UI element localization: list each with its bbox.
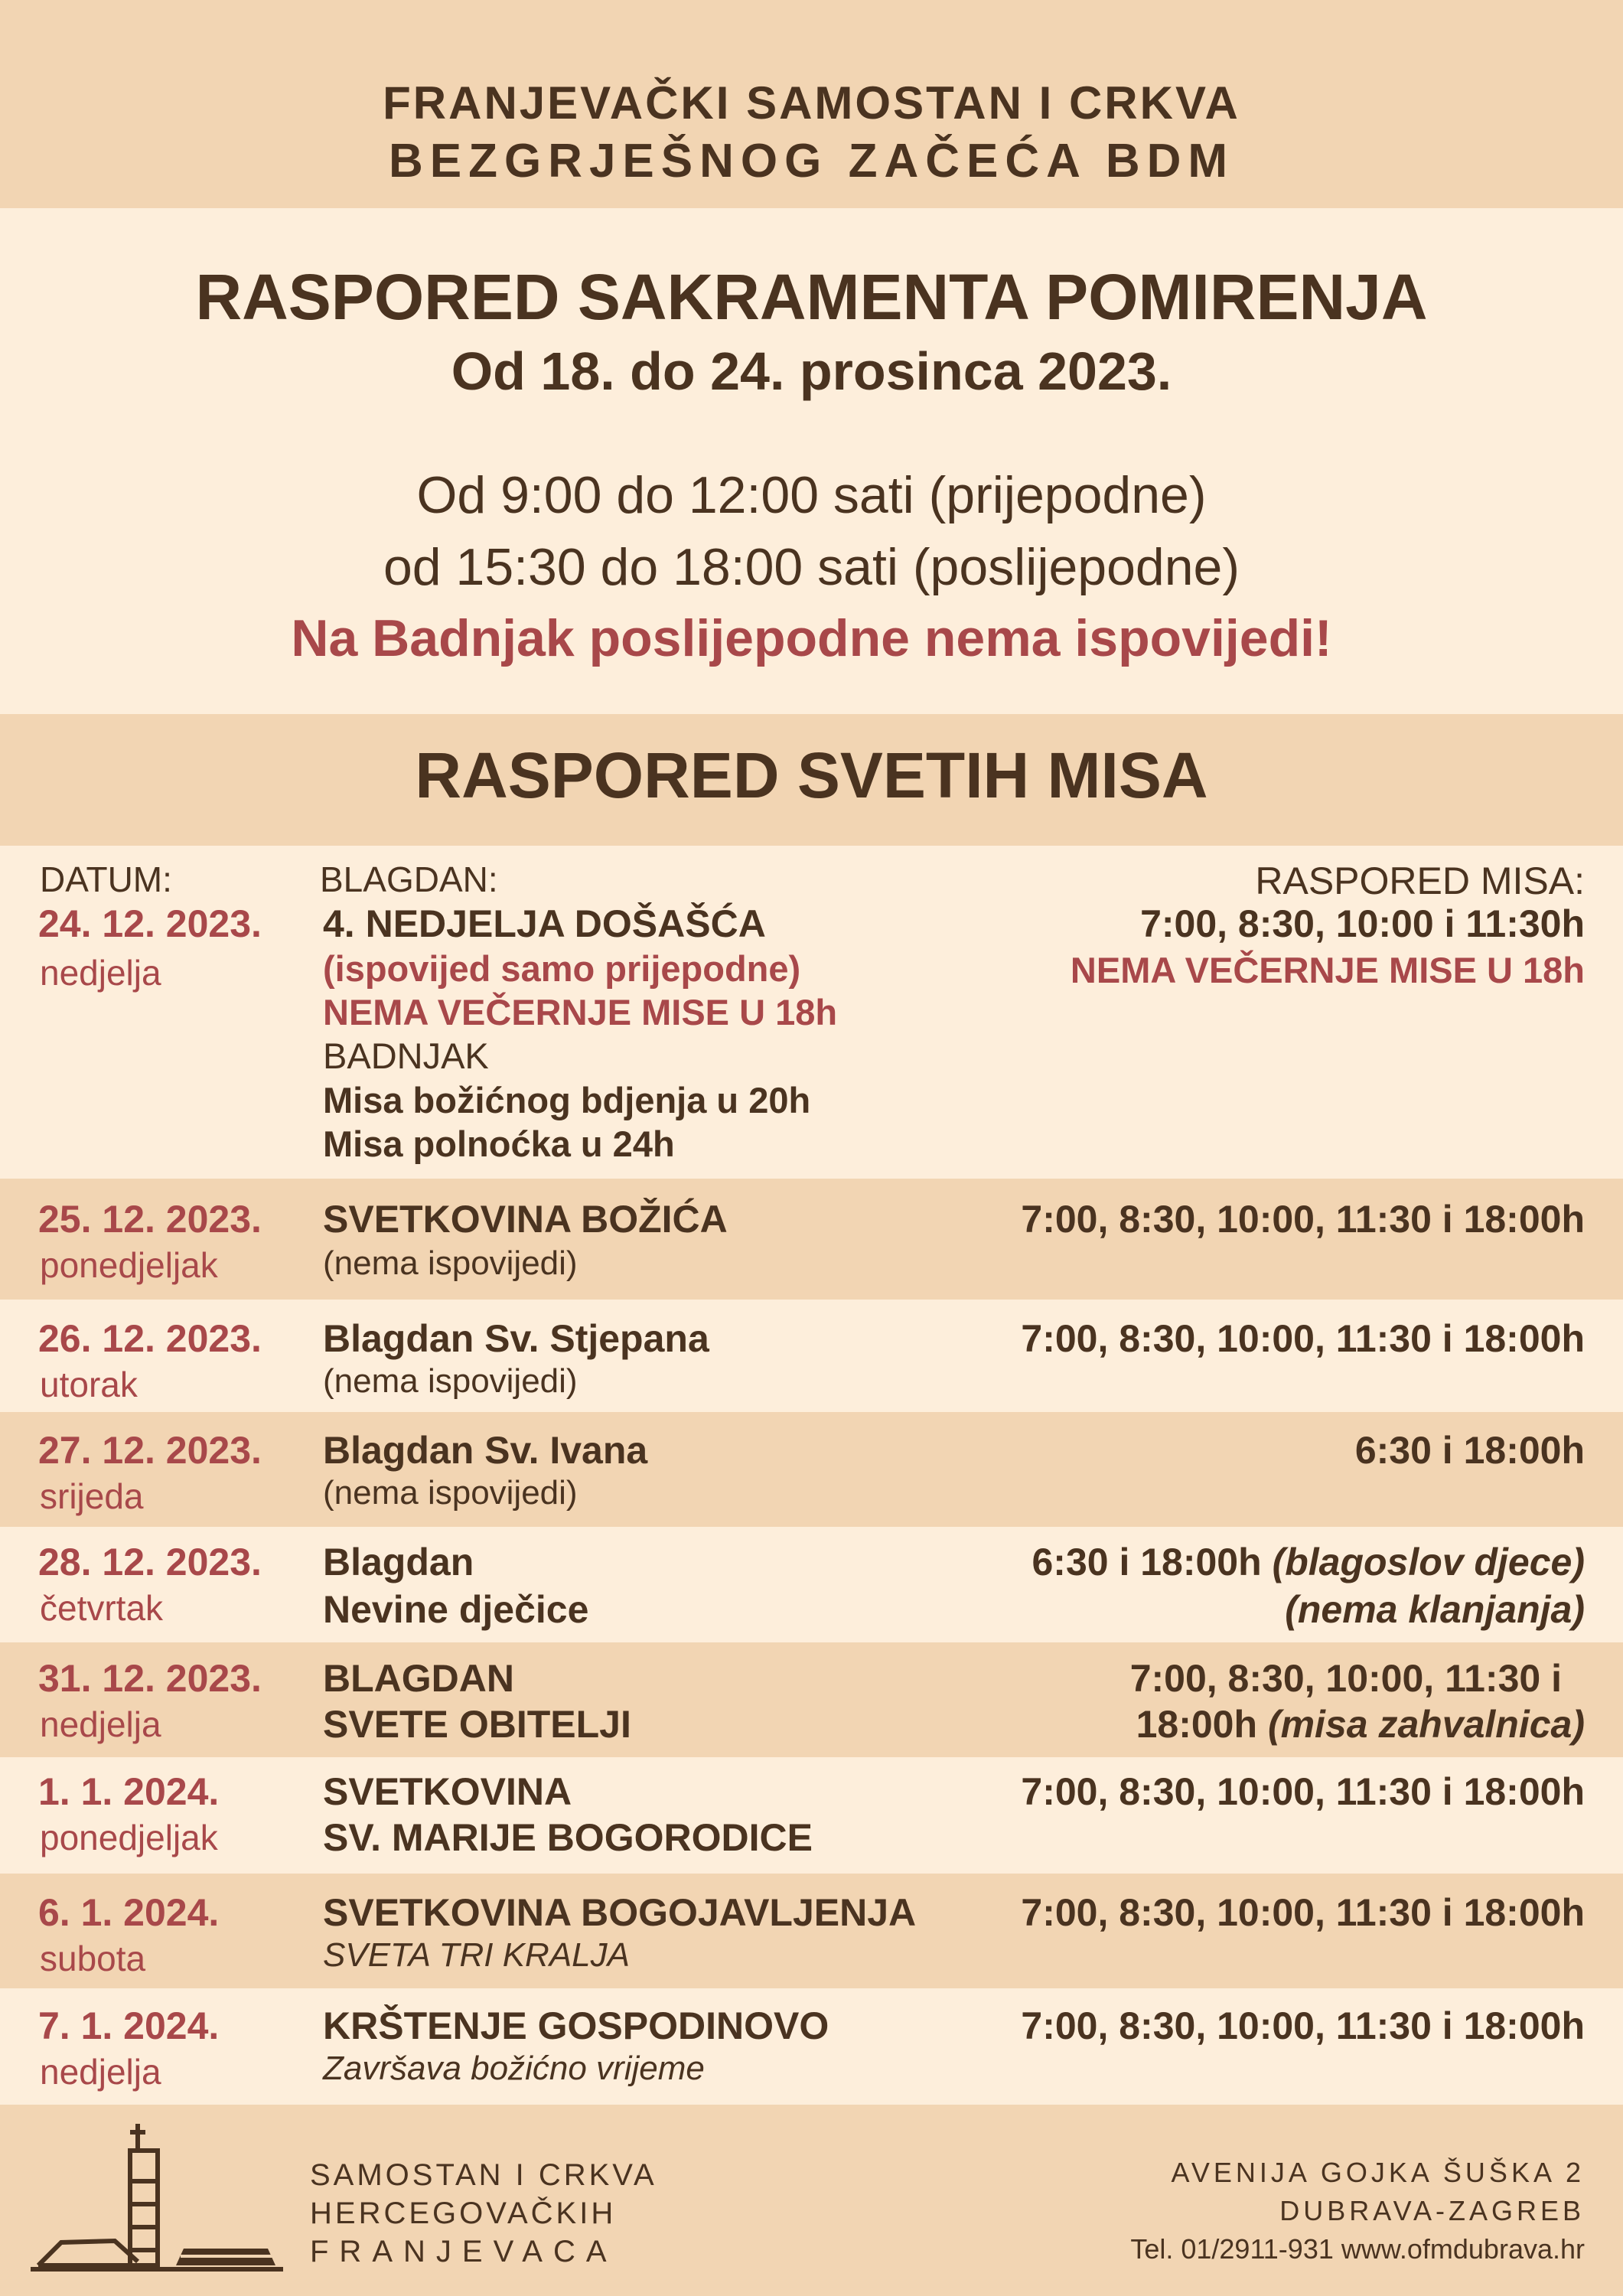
row-times: 7:00, 8:30, 10:00 i 11:30h [1140, 902, 1585, 945]
row-times-note: NEMA VEČERNJE MISE U 18h [1070, 950, 1585, 990]
row-times-italic: (blagoslov djece) [1272, 1541, 1585, 1583]
row-times-italic: (misa zahvalnica) [1267, 1703, 1585, 1746]
row-day: ponedjeljak [40, 1818, 218, 1857]
footer-name-2: HERCEGOVAČKIH [310, 2197, 617, 2230]
row-date: 24. 12. 2023. [38, 902, 262, 945]
col-header-feast: BLAGDAN: [320, 859, 498, 899]
row-note: Završava božićno vrijeme [323, 2050, 705, 2087]
header-line-1: FRANJEVAČKI SAMOSTAN I CRKVA [383, 77, 1240, 129]
row-note: Misa božićnog bdjenja u 20h [323, 1080, 811, 1120]
row-feast: Blagdan Sv. Ivana [323, 1429, 648, 1472]
row-date: 25. 12. 2023. [38, 1198, 262, 1241]
row-day: nedjelja [40, 1704, 161, 1744]
footer-name-1: SAMOSTAN I CRKVA [310, 2158, 657, 2192]
confession-morning: Od 9:00 do 12:00 sati (prijepodne) [416, 466, 1207, 524]
row-feast: 4. NEDJELJA DOŠAŠĆA [323, 902, 766, 945]
row-times: 7:00, 8:30, 10:00, 11:30 i 18:00h [1021, 1198, 1585, 1241]
row-times: 7:00, 8:30, 10:00, 11:30 i 18:00h [1021, 2004, 1585, 2047]
row-date: 28. 12. 2023. [38, 1541, 262, 1583]
row-times-value: 6:30 i 18:00h [1031, 1541, 1262, 1583]
row-note: NEMA VEČERNJE MISE U 18h [323, 992, 838, 1032]
row-feast: SVETKOVINA BOŽIĆA [323, 1198, 728, 1241]
row-feast: KRŠTENJE GOSPODINOVO [323, 2004, 829, 2047]
row-day: utorak [40, 1365, 138, 1404]
row-note: Misa polnoćka u 24h [323, 1124, 675, 1164]
row-times: 7:00, 8:30, 10:00, 11:30 i 18:00h [1021, 1770, 1585, 1813]
row-feast: SVETKOVINA [323, 1770, 572, 1813]
row-feast: SVETE OBITELJI [323, 1703, 631, 1746]
row-feast: Blagdan Sv. Stjepana [323, 1317, 709, 1360]
row-date: 26. 12. 2023. [38, 1317, 262, 1360]
row-day: nedjelja [40, 2052, 161, 2092]
col-header-date: DATUM: [40, 859, 172, 899]
row-day: četvrtak [40, 1588, 164, 1628]
footer-contact[interactable]: Tel. 01/2911-931 www.ofmdubrava.hr [1130, 2233, 1585, 2265]
row-times: 7:00, 8:30, 10:00, 11:30 i 18:00h [1021, 1891, 1585, 1934]
row-date: 1. 1. 2024. [38, 1770, 220, 1813]
row-feast: SV. MARIJE BOGORODICE [323, 1816, 813, 1859]
row-times-value: 18:00h [1136, 1703, 1258, 1746]
header-line-2: BEZGRJEŠNOG ZAČEĆA BDM [388, 135, 1235, 188]
row-date: 7. 1. 2024. [38, 2004, 220, 2047]
row-day: subota [40, 1939, 146, 1978]
row-times: 7:00, 8:30, 10:00, 11:30 i 18:00h [1021, 1317, 1585, 1360]
row-times: 6:30 i 18:00h [1354, 1429, 1585, 1472]
row-feast: BLAGDAN [323, 1657, 514, 1700]
row-feast: Blagdan [323, 1541, 474, 1583]
row-times-note: (nema klanjanja) [1285, 1588, 1585, 1631]
row-note: BADNJAK [323, 1035, 489, 1076]
masses-title: RASPORED SVETIH MISA [415, 739, 1208, 811]
row-feast: Nevine dječice [323, 1588, 589, 1631]
church-logo-icon [31, 2120, 291, 2273]
col-header-times: RASPORED MISA: [1255, 859, 1585, 902]
row-date: 6. 1. 2024. [38, 1891, 220, 1934]
row-note: SVETA TRI KRALJA [323, 1936, 630, 1974]
confession-afternoon: od 15:30 do 18:00 sati (poslijepodne) [383, 538, 1240, 596]
footer-address-2: DUBRAVA-ZAGREB [1279, 2195, 1585, 2226]
row-date: 27. 12. 2023. [38, 1429, 262, 1472]
row-day: nedjelja [40, 953, 161, 993]
row-date: 31. 12. 2023. [38, 1657, 262, 1700]
row-times [1136, 1702, 1585, 1746]
row-note: (ispovijed samo prijepodne) [323, 948, 801, 989]
row-day: srijeda [40, 1476, 144, 1516]
row-note: (nema ispovijedi) [323, 1474, 578, 1512]
row-note: (nema ispovijedi) [323, 1244, 578, 1282]
footer-name-3: FRANJEVACA [310, 2235, 618, 2268]
row-times [1031, 1540, 1585, 1584]
confession-dates: Od 18. do 24. prosinca 2023. [451, 341, 1172, 401]
confession-title: RASPORED SAKRAMENTA POMIRENJA [195, 261, 1428, 333]
row-feast: SVETKOVINA BOGOJAVLJENJA [323, 1891, 917, 1934]
row-note: (nema ispovijedi) [323, 1362, 578, 1400]
row-day: ponedjeljak [40, 1245, 218, 1285]
confession-warning: Na Badnjak poslijepodne nema ispovijedi! [291, 609, 1332, 667]
footer-address-1: AVENIJA GOJKA ŠUŠKA 2 [1171, 2157, 1585, 2188]
row-times: 7:00, 8:30, 10:00, 11:30 i [1129, 1657, 1562, 1700]
